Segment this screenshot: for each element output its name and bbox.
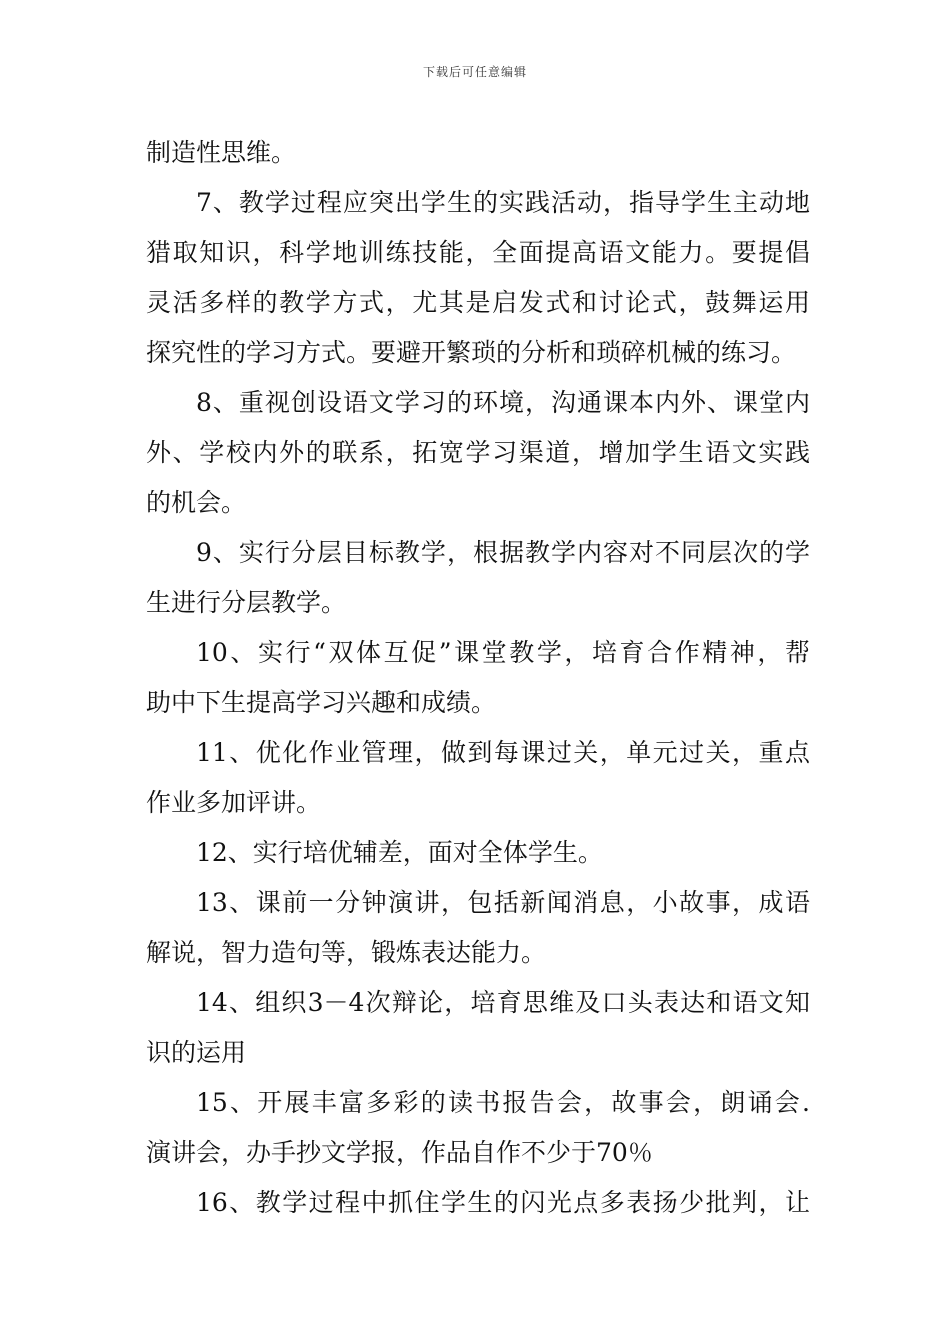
text-line: 生进行分层教学。: [146, 588, 347, 617]
text-line: 解说，智力造句等，锻炼表达能力。: [146, 938, 547, 967]
text-line: 助中下生提高学习兴趣和成绩。: [146, 688, 497, 717]
document-body: [146, 128, 810, 1228]
text-line: 13、课前一分钟演讲，包括新闻消息，小故事，成语: [196, 888, 810, 917]
text-line: 7、教学过程应突出学生的实践活动，指导学生主动地: [196, 188, 810, 217]
text-line: 12、实行培优辅差，面对全体学生。: [196, 838, 603, 867]
text-line: 演讲会，办手抄文学报，作品自作不少于70％: [146, 1138, 653, 1167]
text-line: 15、开展丰富多彩的读书报告会，故事会，朗诵会.: [196, 1088, 810, 1117]
text-line: 10、实行“双体互促”课堂教学，培育合作精神，帮: [196, 638, 810, 667]
page-header: 下载后可任意编辑: [422, 65, 527, 79]
text-line: 外、学校内外的联系，拓宽学习渠道，增加学生语文实践: [146, 438, 810, 467]
text-line: 11、优化作业管理，做到每课过关，单元过关，重点: [196, 738, 810, 767]
text-line: 制造性思维。: [146, 138, 297, 167]
text-line: 识的运用: [146, 1038, 247, 1067]
text-line: 14、组织3－4次辩论，培育思维及口头表达和语文知: [196, 988, 810, 1017]
text-line: 16、教学过程中抓住学生的闪光点多表扬少批判，让: [196, 1188, 810, 1217]
text-line: 8、重视创设语文学习的环境，沟通课本内外、课堂内: [196, 388, 810, 417]
text-line: 9、实行分层目标教学，根据教学内容对不同层次的学: [196, 538, 810, 567]
text-line: 猎取知识，科学地训练技能，全面提高语文能力。要提倡: [146, 238, 810, 267]
text-line: 的机会。: [146, 488, 247, 517]
text-line: 探究性的学习方式。要避开繁琐的分析和琐碎机械的练习。: [146, 338, 797, 367]
text-line: 灵活多样的教学方式，尤其是启发式和讨论式，鼓舞运用: [146, 288, 810, 317]
text-line: 作业多加评讲。: [146, 788, 322, 817]
